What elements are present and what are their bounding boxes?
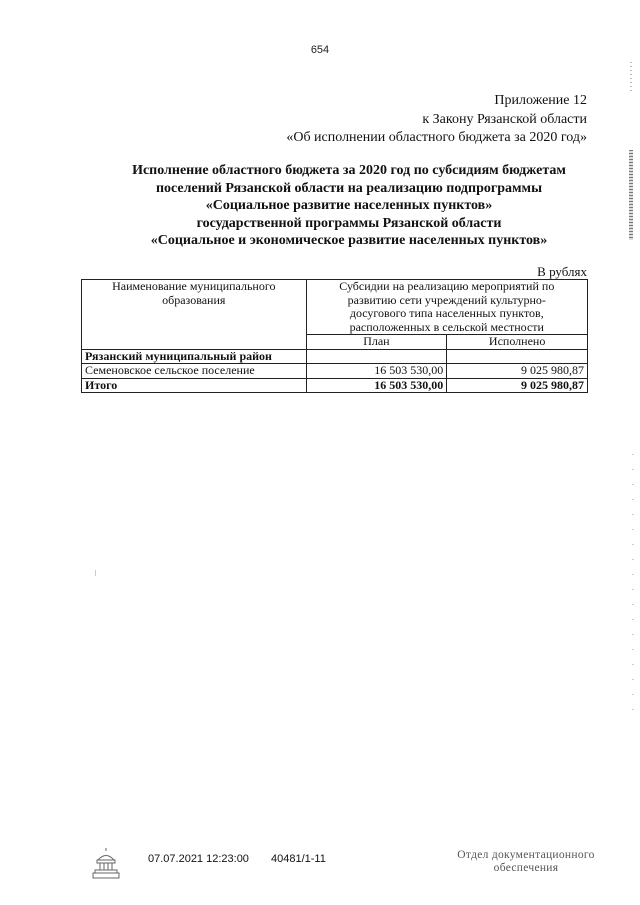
header-plan: План xyxy=(306,335,447,350)
title-line: «Социальное развитие населенных пунктов» xyxy=(205,198,493,213)
title-line: поселений Рязанской области на реализацию подпрограммы xyxy=(155,180,543,196)
total-done: 9 025 980,87 xyxy=(447,378,588,393)
header-municipality xyxy=(82,280,307,350)
header-subsidies xyxy=(306,280,587,335)
table-total-row xyxy=(82,378,588,393)
title-line: государственной программы Рязанской области xyxy=(196,215,502,231)
row-done: 9 025 980,87 xyxy=(447,364,588,379)
department-stamp xyxy=(446,849,606,875)
scan-edge-marks xyxy=(95,570,96,576)
scan-edge-marks xyxy=(632,440,634,720)
stamp-line: Отдел документационного xyxy=(457,849,595,861)
row-plan: 16 503 530,00 xyxy=(306,364,447,379)
header-text: образования xyxy=(162,292,226,307)
duma-emblem-icon xyxy=(92,848,120,880)
table-row xyxy=(82,364,588,379)
header-text: Субсидии на реализацию мероприятий по xyxy=(339,279,555,293)
group-name: Рязанский муниципальный район xyxy=(82,349,307,364)
table-header-row xyxy=(82,280,588,335)
header-text: развитию сети учреждений культурно- xyxy=(347,292,546,307)
stamp-line: обеспечения xyxy=(493,862,559,874)
footer-datetime: 07.07.2021 12:23:00 xyxy=(148,853,249,865)
title-line: «Социальное и экономическое развитие населенных пунктов» xyxy=(150,233,548,248)
header-text: досугового типа населенных пунктов, xyxy=(349,306,544,320)
title-line: Исполнение областного бюджета за 2020 год по субсидиям бюджетам xyxy=(132,163,566,178)
appendix-line: к Закону Рязанской области xyxy=(422,111,587,127)
group-plan-cell xyxy=(306,349,447,364)
document-title xyxy=(60,162,638,250)
appendix-line: Приложение 12 xyxy=(494,93,587,108)
row-name: Семеновское сельское поселение xyxy=(82,364,307,379)
table-group-row xyxy=(82,349,588,364)
scan-edge-marks xyxy=(630,62,632,92)
budget-table xyxy=(81,279,588,393)
appendix-line: «Об исполнении областного бюджета за 2020 год» xyxy=(286,130,587,145)
scan-edge-marks xyxy=(629,150,633,240)
header-done: Исполнено xyxy=(447,335,588,350)
appendix-header xyxy=(286,92,587,148)
header-text: расположенных в сельской местности xyxy=(349,319,544,334)
unit-label: В рублях xyxy=(537,264,587,279)
page-number: 654 xyxy=(310,44,330,56)
footer-reg-number: 40481/1-11 xyxy=(271,853,326,865)
header-text: Наименование муниципального xyxy=(112,279,276,293)
total-plan: 16 503 530,00 xyxy=(306,378,447,393)
group-done-cell xyxy=(447,349,588,364)
total-name: Итого xyxy=(82,378,307,393)
